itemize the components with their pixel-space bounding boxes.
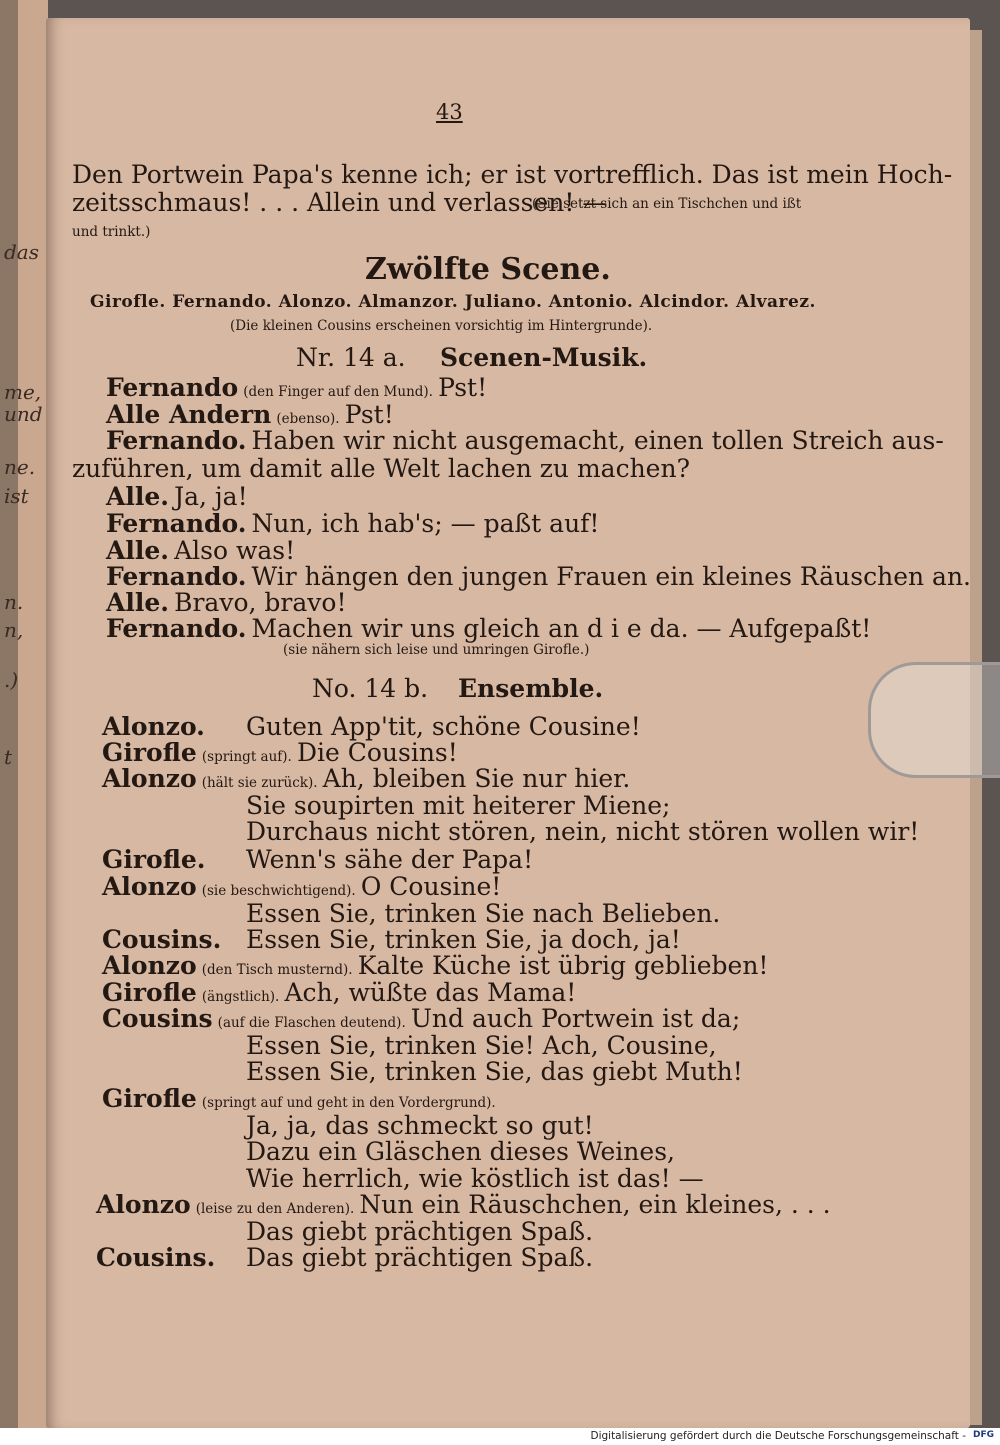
scene-title: Zwölfte Scene. bbox=[365, 252, 611, 287]
dialogue-line bbox=[102, 764, 630, 793]
stage-direction: (ängstlich). bbox=[201, 989, 280, 1005]
margin-fragment: t bbox=[4, 745, 13, 769]
speaker: Alle. bbox=[106, 482, 170, 511]
speaker: Fernando. bbox=[106, 562, 247, 591]
speaker: Cousins. bbox=[96, 1243, 216, 1272]
dialogue-line bbox=[106, 536, 295, 565]
line-text: Bravo, bravo! bbox=[174, 588, 347, 617]
dialogue-line bbox=[102, 978, 576, 1007]
speaker: Fernando. bbox=[106, 614, 247, 643]
line-text: Die Cousins! bbox=[296, 738, 458, 767]
stage-direction: (den Finger auf den Mund). bbox=[243, 384, 433, 400]
line-text: Guten App'tit, schöne Cousine! bbox=[246, 712, 641, 741]
stage-direction: (leise zu den Anderen). bbox=[195, 1201, 355, 1217]
speaker: Alonzo bbox=[102, 764, 197, 793]
number-label: No. 14 b. bbox=[312, 674, 429, 703]
stage-direction: (Sie setzt sich an ein Tischchen und ißt bbox=[532, 196, 802, 212]
stage-direction: (Die kleinen Cousins erscheinen vorsichtig im Hintergrunde). bbox=[230, 318, 653, 334]
stage-direction: (springt auf). bbox=[201, 749, 292, 765]
stage-direction: (sie nähern sich leise und umringen Girofle.) bbox=[283, 642, 590, 658]
speaker: Girofle. bbox=[102, 845, 206, 874]
speaker: Fernando. bbox=[106, 509, 247, 538]
line-text: Essen Sie, trinken Sie nach Belieben. bbox=[246, 899, 721, 928]
line-text: Haben wir nicht ausgemacht, einen tollen Streich aus- bbox=[251, 426, 944, 455]
stage-direction: (den Tisch musternd). bbox=[201, 962, 353, 978]
stage-direction: (sie beschwichtigend). bbox=[201, 883, 356, 899]
dialogue-line bbox=[106, 509, 599, 538]
page-clip bbox=[868, 662, 1000, 778]
funding-note: Digitalisierung gefördert durch die Deutsche Forschungsgemeinschaft - bbox=[590, 1430, 966, 1442]
margin-fragment: und bbox=[4, 402, 43, 426]
line-text: Ach, wüßte das Mama! bbox=[284, 978, 577, 1007]
speaker: Cousins bbox=[102, 1004, 213, 1033]
speaker: Fernando bbox=[106, 373, 239, 402]
page-number: 43 bbox=[436, 100, 463, 124]
speaker: Alle. bbox=[106, 588, 170, 617]
line-text: Dazu ein Gläschen dieses Weines, bbox=[246, 1137, 675, 1166]
number-title: Scenen-Musik. bbox=[440, 343, 648, 372]
stage-direction: (auf die Flaschen deutend). bbox=[217, 1015, 406, 1031]
margin-fragment: .) bbox=[4, 668, 19, 692]
dialogue-line bbox=[106, 400, 394, 429]
line-text: Essen Sie, trinken Sie, das giebt Muth! bbox=[246, 1057, 743, 1086]
speaker: Alonzo bbox=[96, 1190, 191, 1219]
dialogue-line bbox=[106, 588, 347, 617]
line-text: Wir hängen den jungen Frauen ein kleines Räuschen an. bbox=[251, 562, 972, 591]
dfg-logo: DFG bbox=[972, 1430, 994, 1440]
speaker: Alonzo. bbox=[102, 712, 205, 741]
line-text: Ja, ja! bbox=[174, 482, 248, 511]
line-text: Das giebt prächtigen Spaß. bbox=[246, 1217, 594, 1246]
intro-line: zeitsschmaus! . . . Allein und verlassen! — bbox=[72, 188, 608, 217]
dialogue-line bbox=[106, 373, 487, 402]
cast-list: Girofle. Fernando. Alonzo. Almanzor. Juliano. Antonio. Alcindor. Alvarez. bbox=[90, 292, 816, 312]
speaker: Alle Andern bbox=[106, 400, 272, 429]
stage-direction: (hält sie zurück). bbox=[201, 775, 318, 791]
line-text: Machen wir uns gleich an d i e da. — Aufgepaßt! bbox=[251, 614, 872, 643]
line-text: Wenn's sähe der Papa! bbox=[246, 845, 534, 874]
dialogue-line bbox=[106, 426, 944, 455]
line-text: Kalte Küche ist übrig geblieben! bbox=[357, 951, 769, 980]
intro-line: Den Portwein Papa's kenne ich; er ist vortrefflich. Das ist mein Hoch- bbox=[72, 160, 953, 189]
line-text: Ja, ja, das schmeckt so gut! bbox=[246, 1111, 594, 1140]
line-text: zuführen, um damit alle Welt lachen zu machen? bbox=[72, 454, 690, 483]
speaker: Girofle bbox=[102, 1084, 197, 1113]
line-text: Wie herrlich, wie köstlich ist das! — bbox=[246, 1164, 704, 1193]
stage-direction: (ebenso). bbox=[276, 411, 340, 427]
line-text: Nun, ich hab's; — paßt auf! bbox=[251, 509, 600, 538]
dialogue-line bbox=[106, 614, 871, 643]
dialogue-line bbox=[102, 1084, 496, 1113]
stage-direction: (springt auf und geht in den Vordergrund). bbox=[201, 1095, 496, 1111]
line-text: Nun ein Räuschchen, ein kleines, . . . bbox=[359, 1190, 831, 1219]
dialogue-line bbox=[102, 738, 458, 767]
dialogue-line bbox=[102, 1004, 740, 1033]
speaker: Fernando. bbox=[106, 426, 247, 455]
line-text: Essen Sie, trinken Sie, ja doch, ja! bbox=[246, 925, 681, 954]
speaker: Alle. bbox=[106, 536, 170, 565]
book-spine bbox=[0, 0, 18, 1445]
number-label: Nr. 14 a. bbox=[296, 343, 406, 372]
dialogue-line bbox=[106, 562, 971, 591]
speaker: Cousins. bbox=[102, 925, 222, 954]
speaker: Girofle bbox=[102, 978, 197, 1007]
line-text: O Cousine! bbox=[360, 872, 502, 901]
speaker: Girofle bbox=[102, 738, 197, 767]
line-text: Essen Sie, trinken Sie! Ach, Cousine, bbox=[246, 1031, 717, 1060]
line-text: Pst! bbox=[438, 373, 488, 402]
margin-fragment: ist bbox=[4, 484, 29, 508]
line-text: Sie soupirten mit heiterer Miene; bbox=[246, 791, 671, 820]
margin-fragment: n. bbox=[4, 590, 24, 614]
margin-fragment: n, bbox=[4, 618, 24, 642]
line-text: Ah, bleiben Sie nur hier. bbox=[322, 764, 631, 793]
dialogue-line bbox=[106, 482, 248, 511]
speaker: Alonzo bbox=[102, 951, 197, 980]
line-text: Pst! bbox=[344, 400, 394, 429]
number-title: Ensemble. bbox=[458, 674, 604, 703]
line-text: Also was! bbox=[174, 536, 296, 565]
dialogue-line bbox=[96, 1190, 831, 1219]
margin-fragment: ne. bbox=[4, 455, 36, 479]
dialogue-line bbox=[102, 951, 768, 980]
margin-fragment: me, bbox=[4, 380, 42, 404]
line-text: Und auch Portwein ist da; bbox=[410, 1004, 741, 1033]
stage-direction: und trinkt.) bbox=[72, 224, 151, 240]
speaker: Alonzo bbox=[102, 872, 197, 901]
dialogue-line bbox=[102, 872, 501, 901]
line-text: Durchaus nicht stören, nein, nicht stören wollen wir! bbox=[246, 817, 920, 846]
line-text: Das giebt prächtigen Spaß. bbox=[246, 1243, 594, 1272]
margin-fragment: das bbox=[4, 240, 39, 264]
